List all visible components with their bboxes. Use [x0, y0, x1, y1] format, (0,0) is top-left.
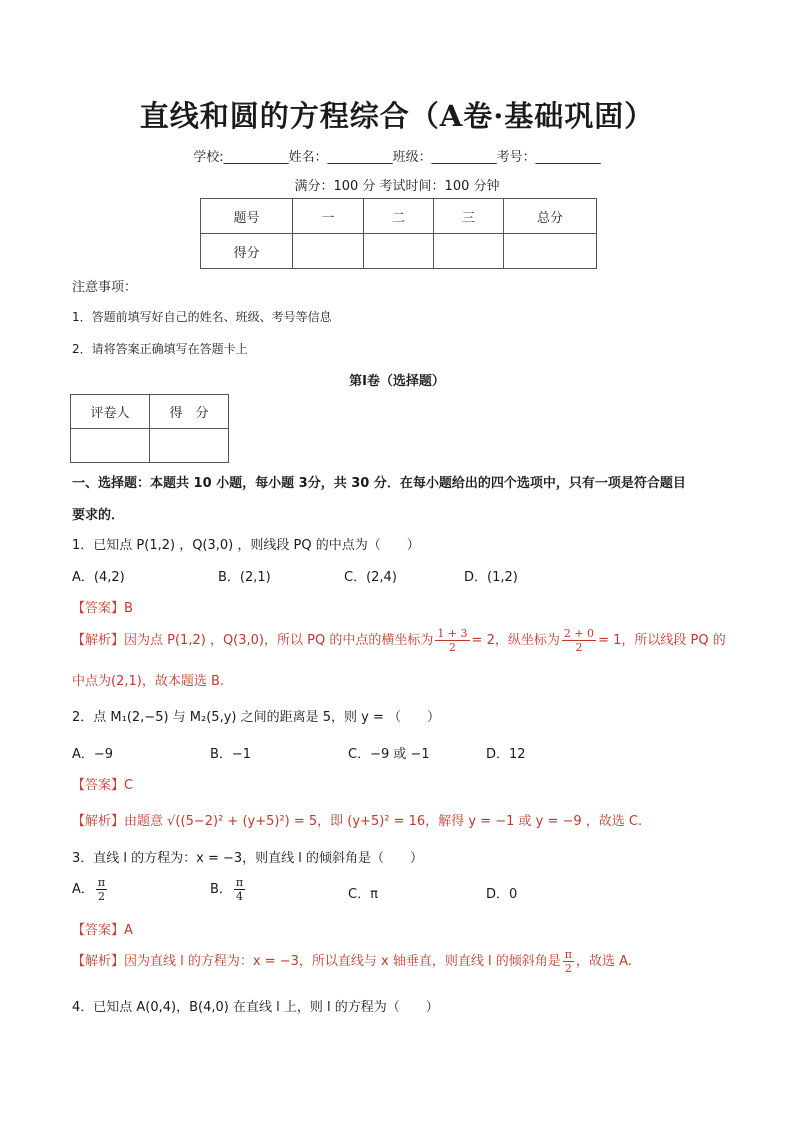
student-info-line: 学校:__________姓名：__________班级：__________考号：__________ — [193, 150, 601, 165]
score-header-cell: 二 — [364, 199, 434, 234]
analysis-line — [72, 627, 726, 654]
answer-line — [72, 597, 133, 616]
notes-heading: 注意事项： — [72, 280, 138, 295]
notes-item: 2．请将答案正确填写在答题卡上 — [72, 342, 248, 356]
analysis-label: 【解析】 — [72, 633, 125, 648]
option-a: A．(4,2) — [72, 570, 125, 585]
option-b: B．−1 — [210, 747, 252, 762]
analysis-text: = 1，所以线段 PQ 的 — [598, 633, 726, 648]
notes-item: 1．答题前填写好自己的姓名、班级、考号等信息 — [72, 310, 332, 324]
option-a: A． $\frac{\pi}{2}$ — [72, 876, 106, 903]
score-cell — [504, 234, 597, 269]
question-stem: 4．已知点 A(0,4)，B(4,0) 在直线 l 上，则 l 的方程为（ ） — [72, 1000, 439, 1015]
part-heading: 一、选择题：本题共 10 小题，每小题 3分，共 30 分．在每小题给出的四个选项中，只有一项是符合题目 — [72, 476, 686, 491]
score-cell — [293, 234, 364, 269]
analysis-label: 【解析】 — [72, 814, 125, 829]
option-c: C．−9 或 −1 — [348, 747, 430, 762]
answer-label: 【答案】 — [72, 601, 125, 616]
score-header-cell: 三 — [434, 199, 504, 234]
answer-line — [72, 919, 133, 938]
score-header-cell: 题号 — [201, 199, 293, 234]
fraction: $\frac{\pi}{4}$ — [235, 876, 244, 903]
option-d: D．0 — [486, 887, 518, 902]
analysis-text: 因为直线 l 的方程为：x = −3，所以直线与 x 轴垂直，则直线 l 的倾斜角是 — [124, 954, 561, 969]
option-d: D．(1,2) — [464, 570, 518, 585]
grader-cell — [150, 429, 229, 463]
analysis-line — [72, 948, 632, 975]
answer-label: 【答案】 — [72, 923, 125, 938]
analysis-text: ，故选 A. — [575, 954, 632, 969]
score-row-label: 得分 — [201, 234, 293, 269]
grader-header-cell: 得 分 — [150, 395, 229, 429]
option-b: B． $\frac{\pi}{4}$ — [210, 876, 244, 903]
fraction: $\frac{\pi}{2}$ — [97, 876, 106, 903]
exam-meta-line: 满分：100 分 考试时间：100 分钟 — [294, 179, 500, 194]
score-cell — [364, 234, 434, 269]
answer-value: B — [124, 601, 133, 616]
option-a: A．−9 — [72, 747, 114, 762]
question-stem: 2．点 M₁(2,−5) 与 M₂(5,y) 之间的距离是 5，则 y = （ ） — [72, 710, 440, 725]
part-heading-cont: 要求的． — [72, 508, 125, 523]
answer-value: A — [124, 923, 133, 938]
answer-line — [72, 774, 133, 793]
option-b: B．(2,1) — [218, 570, 271, 585]
grader-cell — [71, 429, 150, 463]
answer-value: C — [124, 778, 134, 793]
analysis-label: 【解析】 — [72, 954, 125, 969]
analysis-line — [72, 810, 642, 829]
score-header-cell: 总分 — [504, 199, 597, 234]
score-header-cell: 一 — [293, 199, 364, 234]
fraction: $\frac{1 + 3}{2}$ — [437, 627, 468, 654]
analysis-text: = 2，纵坐标为 — [471, 633, 560, 648]
grader-table — [70, 394, 229, 463]
question-stem: 1．已知点 P(1,2) ，Q(3,0) ，则线段 PQ 的中点为（ ） — [72, 538, 420, 553]
option-c: C．π — [348, 887, 378, 902]
option-d: D．12 — [486, 747, 526, 762]
analysis-line-cont: 中点为(2,1)，故本题选 B. — [72, 674, 225, 689]
page-title: 直线和圆的方程综合（A卷·基础巩固） — [139, 99, 655, 133]
fraction: $\frac{\pi}{2}$ — [564, 948, 572, 975]
answer-label: 【答案】 — [72, 778, 125, 793]
analysis-text: 因为点 P(1,2) ，Q(3,0)，所以 PQ 的中点的横坐标为 — [124, 633, 434, 648]
fraction: $\frac{2 + 0}{2}$ — [563, 627, 595, 654]
section-title: 第Ⅰ卷（选择题） — [349, 374, 445, 389]
question-stem: 3．直线 l 的方程为：x = −3，则直线 l 的倾斜角是（ ） — [72, 851, 424, 866]
score-table — [200, 198, 597, 269]
grader-header-cell: 评卷人 — [71, 395, 150, 429]
option-c: C．(2,4) — [344, 570, 397, 585]
analysis-text: 由题意 √((5−2)² + (y+5)²) = 5，即 (y+5)² = 16，解得 y = −1 或 y = −9 ，故选 C. — [124, 814, 643, 829]
score-cell — [434, 234, 504, 269]
